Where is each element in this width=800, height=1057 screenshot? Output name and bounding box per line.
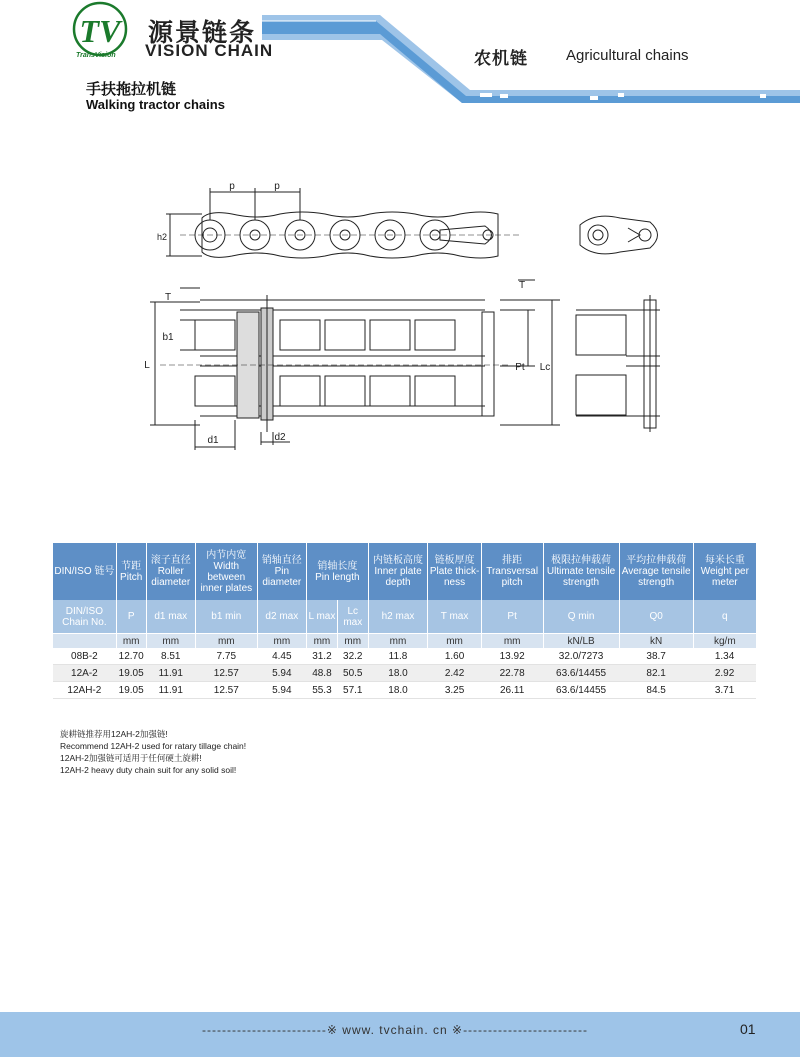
unit-cell: mm xyxy=(257,634,306,649)
symbol-cell: DIN/ISO Chain No. xyxy=(53,600,117,634)
brand-name-cn: 源景链条 xyxy=(148,19,257,47)
dim-label-h2: h2 xyxy=(156,232,167,242)
table-header-names xyxy=(53,543,757,600)
cell: 84.5 xyxy=(619,682,693,699)
cell: 08B-2 xyxy=(53,648,117,665)
brand-logo xyxy=(74,3,126,55)
cell: 63.6/14455 xyxy=(543,665,619,682)
cell: 3.71 xyxy=(693,682,756,699)
cell: 11.8 xyxy=(368,648,428,665)
unit-cell: mm xyxy=(116,634,146,649)
category-title-cn: 农机链 xyxy=(474,49,528,68)
header-transversal-pitch: 排距 Transversal pitch xyxy=(481,543,543,600)
logo-subtitle: TransVision xyxy=(76,52,116,59)
unit-cell xyxy=(53,634,117,649)
table-row xyxy=(53,665,757,682)
cell: 19.05 xyxy=(116,665,146,682)
page-number: 01 xyxy=(740,1021,756,1037)
notes xyxy=(60,728,246,776)
chain-technical-drawing xyxy=(140,170,680,460)
unit-cell: mm xyxy=(368,634,428,649)
cell: 13.92 xyxy=(481,648,543,665)
dim-label-Pt: Pt xyxy=(515,362,525,373)
cell: 2.92 xyxy=(693,665,756,682)
symbol-cell: Lc max xyxy=(337,600,368,634)
cell: 57.1 xyxy=(337,682,368,699)
cell: 82.1 xyxy=(619,665,693,682)
unit-cell: mm xyxy=(428,634,481,649)
symbol-cell: T max xyxy=(428,600,481,634)
header-pin-diameter: 销轴直径 Pin diameter xyxy=(257,543,306,600)
header-average-strength: 平均拉伸载荷 Average tensile strength xyxy=(619,543,693,600)
symbol-cell: h2 max xyxy=(368,600,428,634)
unit-cell: mm xyxy=(307,634,338,649)
product-title-cn: 手扶拖拉机链 xyxy=(86,81,177,98)
cell: 12.57 xyxy=(195,682,257,699)
cell: 5.94 xyxy=(257,665,306,682)
cell: 26.11 xyxy=(481,682,543,699)
note-line: Recommend 12AH-2 used for ratary tillage chain! xyxy=(60,741,247,751)
table-row xyxy=(53,648,757,665)
chain-end-view-plan xyxy=(576,295,660,432)
cell: 50.5 xyxy=(337,665,368,682)
chain-side-view xyxy=(166,188,520,258)
brand-name-en: VISION CHAIN xyxy=(145,41,274,60)
unit-cell: kN/LB xyxy=(543,634,619,649)
header-ultimate-strength: 极限拉伸载荷 Ultimate tensile strength xyxy=(543,543,619,600)
dim-label-T-right: T xyxy=(518,280,526,291)
cell: 32.2 xyxy=(337,648,368,665)
cell: 8.51 xyxy=(146,648,195,665)
cell: 55.3 xyxy=(307,682,338,699)
cell: 22.78 xyxy=(481,665,543,682)
symbol-cell: L max xyxy=(307,600,338,634)
cell: 1.34 xyxy=(693,648,756,665)
cell: 11.91 xyxy=(146,682,195,699)
header-chain-no: DIN/ISO 链号 xyxy=(53,543,117,600)
header-weight: 每米长重 Weight per meter xyxy=(693,543,756,600)
dim-label-pitch-2: p xyxy=(274,181,280,192)
unit-cell: kg/m xyxy=(693,634,756,649)
header-plate-thickness: 链板厚度 Plate thick-ness xyxy=(428,543,481,600)
note-line: 12AH-2加强链可适用于任何硬土旋耕! xyxy=(60,753,202,763)
dim-label-d2: d2 xyxy=(274,432,286,443)
table-header-units xyxy=(53,634,757,649)
cell: 38.7 xyxy=(619,648,693,665)
cell: 7.75 xyxy=(195,648,257,665)
symbol-cell: b1 min xyxy=(195,600,257,634)
cell: 18.0 xyxy=(368,665,428,682)
cell: 63.6/14455 xyxy=(543,682,619,699)
svg-text:TV: TV xyxy=(79,13,121,49)
header-pitch: 节距 Pitch xyxy=(116,543,146,600)
symbol-cell: P xyxy=(116,600,146,634)
unit-cell: mm xyxy=(146,634,195,649)
cell: 12.57 xyxy=(195,665,257,682)
spec-table xyxy=(52,543,756,699)
cell: 12AH-2 xyxy=(53,682,117,699)
product-title-en: Walking tractor chains xyxy=(86,97,225,112)
cell: 12.70 xyxy=(116,648,146,665)
symbol-cell: d1 max xyxy=(146,600,195,634)
footer-website: -------------------------※ www. tvchain. cn ※------------------------- xyxy=(202,1023,588,1037)
table-header-symbols xyxy=(53,600,757,634)
note-line: 12AH-2 heavy duty chain suit for any solid soil! xyxy=(60,765,237,775)
table-row xyxy=(53,682,757,699)
cell: 1.60 xyxy=(428,648,481,665)
header-inner-plate-depth: 内链板高度 Inner plate depth xyxy=(368,543,428,600)
note-line: 旋耕链推荐用12AH-2加强链! xyxy=(60,729,168,739)
dim-label-pitch-1: p xyxy=(229,181,235,192)
unit-cell: mm xyxy=(195,634,257,649)
chain-end-view-top xyxy=(580,216,658,254)
cell: 5.94 xyxy=(257,682,306,699)
cell: 4.45 xyxy=(257,648,306,665)
header-pin-length: 销轴长度 Pin length xyxy=(307,543,369,600)
symbol-cell: Q min xyxy=(543,600,619,634)
category-title-en: Agricultural chains xyxy=(566,47,689,64)
dim-label-L: L xyxy=(144,360,150,371)
header-roller-diameter: 滚子直径 Roller diameter xyxy=(146,543,195,600)
cell: 3.25 xyxy=(428,682,481,699)
cell: 32.0/7273 xyxy=(543,648,619,665)
unit-cell: mm xyxy=(481,634,543,649)
dim-label-Lc: Lc xyxy=(539,362,551,373)
header-inner-width: 内节内宽 Width between inner plates xyxy=(195,543,257,600)
symbol-cell: Pt xyxy=(481,600,543,634)
cell: 48.8 xyxy=(307,665,338,682)
unit-cell: kN xyxy=(619,634,693,649)
chain-plan-view xyxy=(150,280,560,450)
dim-label-T-left: T xyxy=(164,292,172,303)
dim-label-d1: d1 xyxy=(207,435,219,446)
cell: 31.2 xyxy=(307,648,338,665)
dim-label-b1: b1 xyxy=(162,332,174,343)
unit-cell: mm xyxy=(337,634,368,649)
symbol-cell: d2 max xyxy=(257,600,306,634)
symbol-cell: Q0 xyxy=(619,600,693,634)
cell: 18.0 xyxy=(368,682,428,699)
cell: 12A-2 xyxy=(53,665,117,682)
cell: 2.42 xyxy=(428,665,481,682)
cell: 19.05 xyxy=(116,682,146,699)
cell: 11.91 xyxy=(146,665,195,682)
symbol-cell: q xyxy=(693,600,756,634)
